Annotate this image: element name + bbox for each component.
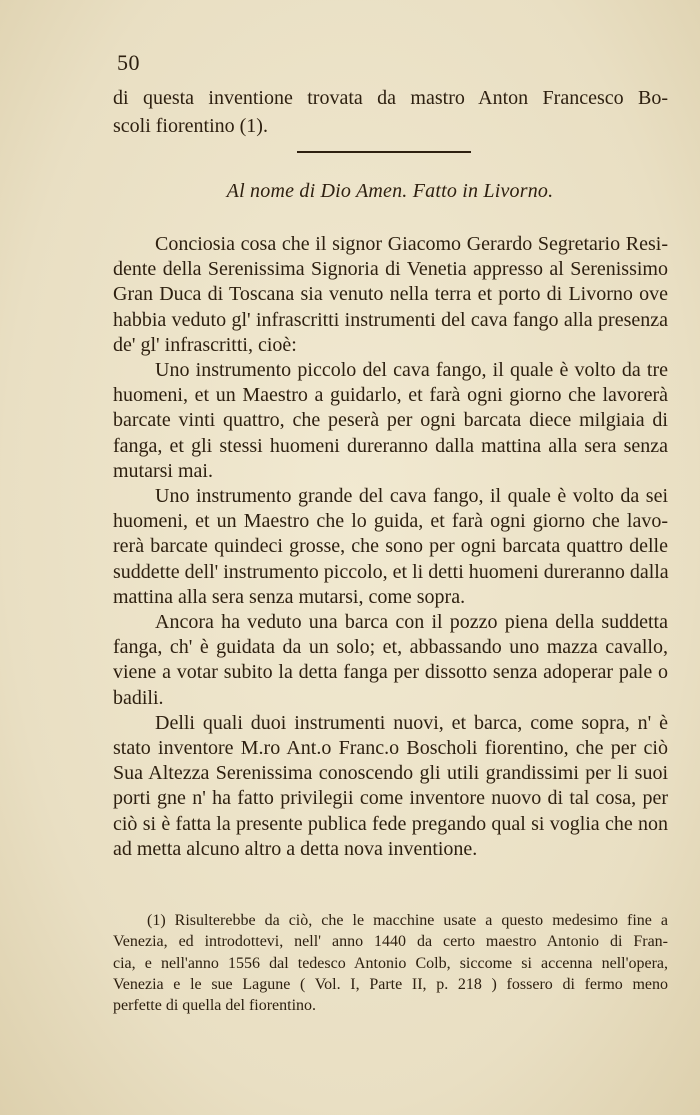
- text-line: Gran Duca di Toscana sia venuto nella terra et porto di Livorno ove: [113, 283, 668, 306]
- text-line: porti gne n' ha fatto privilegii come inventore nuovo di tal cosa, per: [113, 787, 668, 810]
- text-line: badili.: [113, 686, 164, 709]
- paragraph: [113, 610, 668, 711]
- text-line: Ancora ha veduto una barca con il pozzo piena della suddetta: [155, 611, 668, 634]
- paragraph: [113, 711, 668, 862]
- text-line: stato inventore M.ro Ant.o Franc.o Boscholi fiorentino, che per ciò: [113, 737, 668, 760]
- intro-line: di questa inventione trovata da mastro Anton Francesco Bo-: [113, 87, 668, 109]
- text-line: Conciosia cosa che il signor Giacomo Gerardo Segretario Resi-: [155, 233, 668, 255]
- document-heading: Al nome di Dio Amen. Fatto in Livorno.: [226, 180, 554, 202]
- footnote-line: cia, e nell'anno 1556 dal tedesco Antonio Colb, siccome si accenna nell'opera,: [113, 954, 668, 972]
- text-line: Uno instrumento piccolo del cava fango, il quale è volto da tre: [155, 359, 668, 382]
- text-line: mutarsi mai.: [113, 459, 213, 482]
- text-line: fanga, et gli stessi huomeni dureranno dalla mattina alla sera senza: [113, 434, 668, 457]
- footnote-line: Venezia, ed introdottevi, nell' anno 1440 da certo maestro Antonio di Fran-: [113, 933, 668, 951]
- text-line: dente della Serenissima Signoria di Venetia appresso al Serenissimo: [113, 258, 668, 281]
- paragraph: [113, 232, 668, 358]
- text-line: de' gl' infrascritti, cioè:: [113, 333, 297, 356]
- text-line: rerà barcate quindeci grosse, che sono per ogni barcata quattro delle: [113, 535, 668, 558]
- text-line: viene a votar subito la detta fanga per dissotto senza adoperar pale o: [113, 661, 668, 684]
- paragraph: [113, 484, 668, 610]
- text-line: Delli quali duoi instrumenti nuovi, et barca, come sopra, n' è: [155, 711, 668, 734]
- separator-rule: [297, 151, 471, 153]
- text-line: suddette dell' instrumento piccolo, et li detti huomeni dureranno dalla: [113, 560, 669, 583]
- text-line: fanga, ch' è guidata da un solo; et, abbassando uno mazza cavallo,: [113, 636, 668, 659]
- text-line: Sua Altezza Serenissima conoscendo gli utili grandissimi per li suoi: [113, 762, 668, 785]
- text-line: huomeni, et un Maestro che lo guida, et farà ogni giorno che lavo-: [113, 510, 668, 533]
- paragraph: [113, 358, 668, 484]
- intro-text: [113, 84, 668, 140]
- page-number: 50: [117, 50, 140, 75]
- text-line: huomeni, et un Maestro a guidarlo, et farà ogni giorno che lavorerà: [113, 384, 668, 407]
- text-line: ciò si è fatta la presente publica fede pregando qual si voglia che non: [113, 812, 668, 835]
- intro-line: scoli fiorentino (1).: [113, 115, 268, 137]
- document-body: [113, 232, 668, 862]
- text-line: barcate vinti quattro, che peserà per ogni barcata diece milgiaia di: [113, 409, 668, 432]
- footnote: [113, 910, 668, 1016]
- text-line: habbia veduto gl' infrascritti instrumenti del cava fango alla presenza: [113, 308, 668, 331]
- footnote-line: perfette di quella del fiorentino.: [113, 997, 317, 1015]
- footnote-line: (1) Risulterebbe da ciò, che le macchine usate a questo medesimo fine a: [147, 912, 668, 929]
- text-line: mattina alla sera senza mutarsi, come sopra.: [113, 585, 466, 608]
- text-line: Uno instrumento grande del cava fango, il quale è volto da sei: [155, 485, 668, 508]
- footnote-line: Venezia e le sue Lagune ( Vol. I, Parte II, p. 218 ) fossero di fermo meno: [113, 975, 668, 993]
- text-line: ad metta alcuno altro a detta nova inventione.: [113, 837, 478, 860]
